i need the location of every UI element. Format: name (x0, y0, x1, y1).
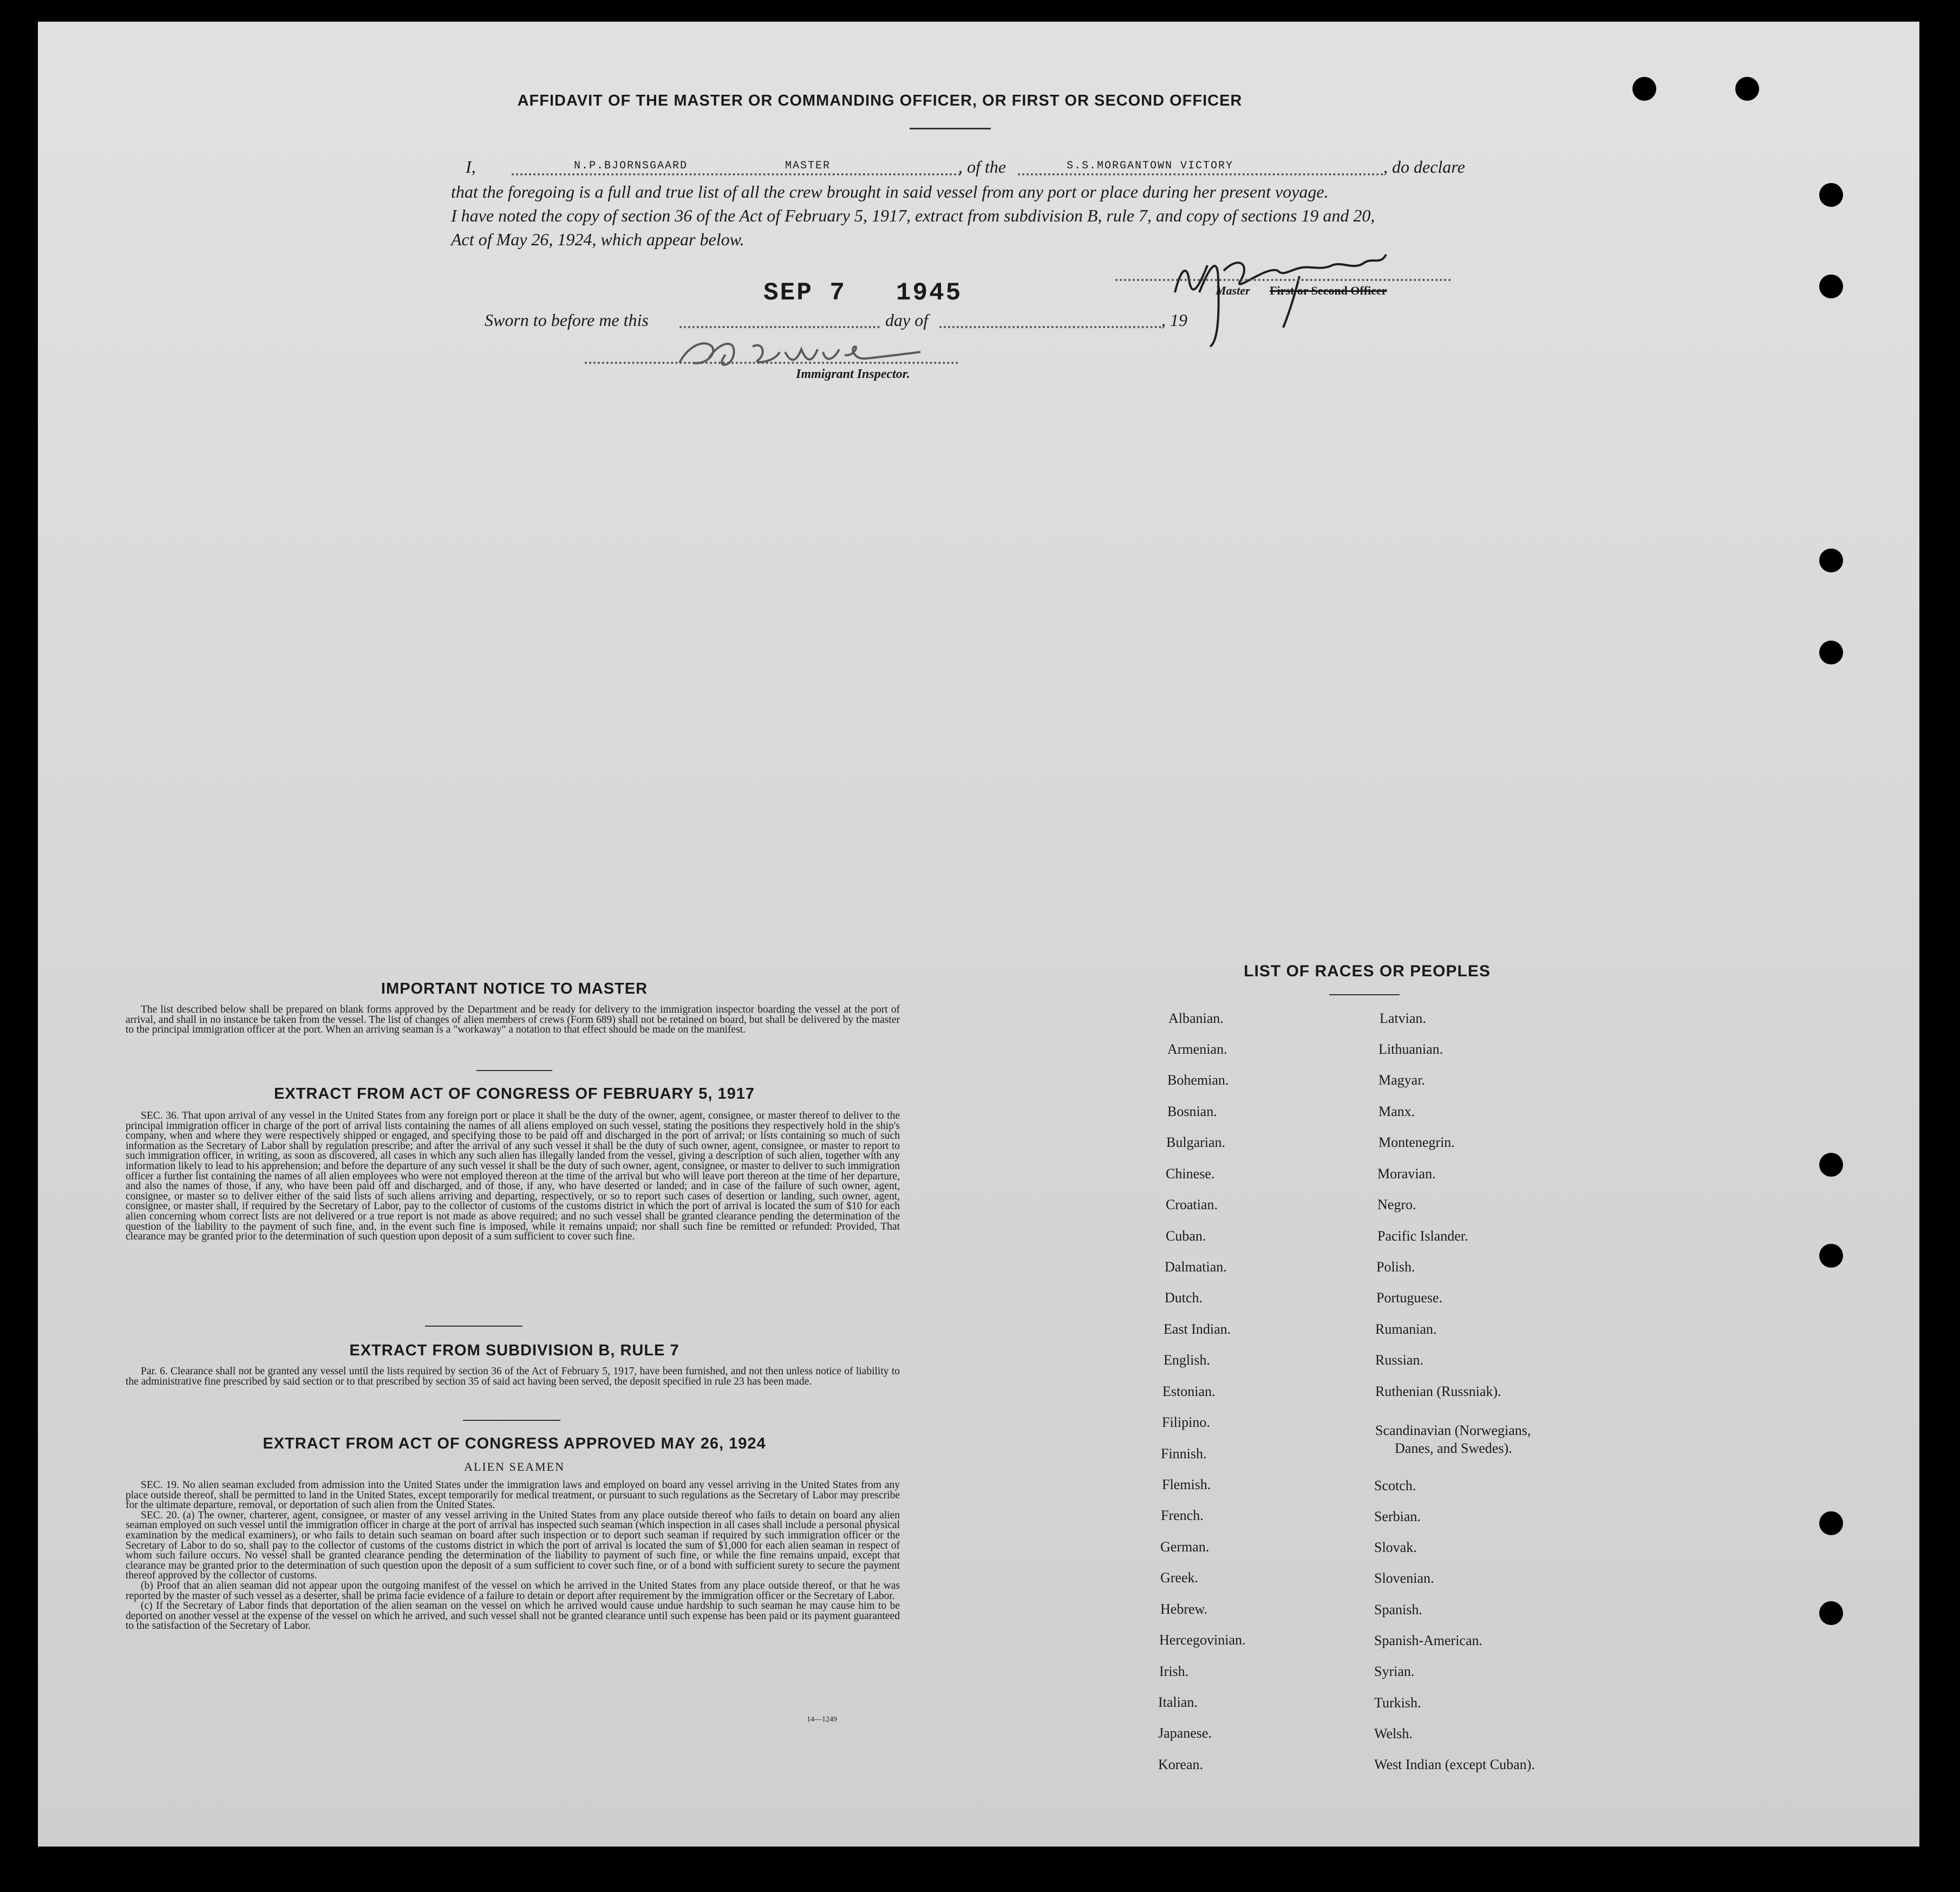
master-signature-line (1115, 279, 1451, 281)
race-item: Finnish. (1161, 1446, 1207, 1462)
vessel-line (1018, 173, 1383, 175)
sec-20b-paragraph: (b) Proof that an alien seaman did not appear upon the outgoing manifest of the vessel on which he arrived in the United States from any place outside thereof, or that he was reported by the master of such vessel as a deserter, shall be prima facie evidence of a failure to detain or deport after requirement by the immigration officer or the Secretary of Labor. (126, 1580, 900, 1602)
race-item: Scotch. (1374, 1478, 1416, 1493)
punch-hole (1735, 77, 1759, 101)
vessel-name: S.S.MORGANTOWN VICTORY (1067, 160, 1234, 172)
do-declare-text: , do declare (1383, 157, 1465, 177)
race-item: Russian. (1375, 1352, 1423, 1368)
race-item: Flemish. (1162, 1477, 1211, 1492)
race-item: Moravian. (1377, 1166, 1436, 1182)
race-item: Korean. (1158, 1757, 1204, 1772)
race-item: Montenegrin. (1378, 1134, 1455, 1150)
punch-hole (1819, 183, 1843, 207)
race-item: Japanese. (1158, 1725, 1212, 1741)
race-item: Hebrew. (1160, 1601, 1208, 1617)
extract-rule7-body (126, 1367, 900, 1387)
races-title: LIST OF RACES OR PEOPLES (1244, 962, 1491, 980)
race-item: French. (1161, 1508, 1204, 1523)
extract-1924-title: EXTRACT FROM ACT OF CONGRESS APPROVED MAY 26, 1924 (263, 1435, 766, 1452)
punch-hole (1819, 1244, 1843, 1268)
race-item: Pacific Islander. (1377, 1228, 1468, 1244)
affidavit-title: AFFIDAVIT OF THE MASTER OR COMMANDING OFFICER, OR FIRST OR SECOND OFFICER (517, 92, 1243, 109)
sec-20a-paragraph: SEC. 20. (a) The owner, charterer, agent, consignee, or master of any vessel arriving in the United States from any place outside thereof who fails to detain on board any alien seaman employed on such vessel until the immigration officer in charge at the port of arrival has inspected such seaman (which inspection in all cases shall include a personal physical examination by the medical examiners), or who fails to detain such seaman on board after such inspection or to deport such seaman if required by such immigration officer or the Secretary of Labor to do so, shall pay to the collector of customs of the customs district in which the port of arrival is located the sum of $1,000 for each alien seaman in respect of whom such failure occurs. No vessel shall be granted clearance pending the determination of the liability to payment of such fine, or while the fine remains unpaid, except that clearance may be granted prior to the determination of such question upon the deposit of a sum sufficient to cover such fine, or of a bond with sufficient surety to secure the payment thereof approved by the collector of customs. (126, 1509, 900, 1582)
affidavit-line-4: Act of May 26, 1924, which appear below. (451, 230, 744, 249)
affidavit-i: I, (466, 157, 476, 177)
race-item: Hercegovinian. (1159, 1632, 1246, 1648)
divider (425, 1326, 522, 1327)
inspector-line (585, 362, 958, 364)
punch-hole (1819, 275, 1843, 298)
race-item: English. (1164, 1352, 1210, 1368)
race-item: Negro. (1377, 1197, 1416, 1212)
sworn-text: Sworn to before me this (485, 310, 649, 330)
race-item: Syrian. (1374, 1663, 1415, 1679)
race-item: Ruthenian (Russniak). (1375, 1384, 1501, 1399)
race-item: Dutch. (1165, 1290, 1203, 1306)
race-item: Greek. (1160, 1570, 1199, 1586)
punch-hole (1819, 1511, 1843, 1535)
race-item: Cuban. (1166, 1228, 1206, 1244)
punch-hole (1819, 1153, 1843, 1177)
race-item: Irish. (1159, 1663, 1189, 1679)
sec-19-paragraph: SEC. 19. No alien seaman excluded from admission into the United States under the immigration laws and employed on board any vessel arriving in the United States from any place outside thereof, shall be permitted to land in the United States, except temporarily for medical treatment, or pursuant to such regulations as the Secretary of Labor may prescribe for the ultimate departure, removal, or deportation of such alien from the United States. (126, 1479, 900, 1511)
race-item: Scandinavian (Norwegians, (1375, 1423, 1531, 1438)
of-the-text: , of the (958, 157, 1006, 177)
race-item: Spanish. (1374, 1602, 1422, 1617)
race-item: Croatian. (1166, 1197, 1218, 1212)
extract-1917-body (126, 1111, 900, 1242)
divider (463, 1420, 560, 1421)
race-item: Albanian. (1168, 1010, 1224, 1026)
extract-1917-title: EXTRACT FROM ACT OF CONGRESS OF FEBRUARY 5, 1917 (273, 1085, 755, 1102)
race-item: Lithuanian. (1378, 1041, 1443, 1057)
sec-36-paragraph: SEC. 36. That upon arrival of any vessel in the United States from any foreign port or place it shall be the duty of the owner, agent, consignee, or master thereof to deliver to the principal immigration officer in charge of the port of arrival lists containing the names of all aliens employed on such vessel, stating the positions they respectively hold in the ship's company, when and where they were respectively shipped or engaged, and specifying those to be paid off and discharged in the port of arrival; or lists containing so much of such information as the Secretary of Labor shall by regulation prescribe; and after the arrival of any such vessel it shall be the duty of such owner, agent, consignee, or master to report to such immigration officer, in writing, as soon as discovered, all cases in which any such alien has illegally landed from the vessel, giving a description of such alien, together with any information likely to lead to his apprehension; and before the departure of any such vessel it shall be the duty of such owner, agent, consignee, or master to deliver to such immigration officer a further list containing the names of all alien employees who were not employed thereon at the time of the arrival but who will leave port thereon at the time of her departure, and also the names of those, if any, who have been paid off and discharged, and of those, if any, who have deserted or landed; and in case of the failure of such owner, agent, consignee, or master so to deliver either of the said lists of such aliens arriving and departing, respectively, or so to report such cases of desertion or landing, such owner, agent, consignee, or master shall, if required by the Secretary of Labor, pay to the collector of customs of the customs district in which the port of arrival is located the sum of $10 for each alien concerning whom correct lists are not delivered or a true report is not made as above required; and no such vessel shall be granted clearance pending the determination of the question of the liability to the payment of such fine, and, in the event such fine is imposed, while it remains unpaid; nor shall such fine be remitted or refunded: Provided, That clearance may be granted prior to the determination of such question upon deposit of a sum sufficient to cover such fine. (126, 1110, 900, 1243)
race-item: Italian. (1158, 1694, 1198, 1710)
race-item: Filipino. (1162, 1414, 1210, 1430)
race-item: Danes, and Swedes). (1395, 1440, 1512, 1456)
race-item: Portuguese. (1376, 1290, 1443, 1306)
race-item: Bohemian. (1167, 1072, 1229, 1088)
title-underline (1329, 994, 1400, 995)
notice-paragraph: The list described below shall be prepared on blank forms approved by the Department and be ready for delivery to the immigration inspector boarding the vessel at the port of arrival, and shall in no instance be taken from the vessel. The list of changes of alien members of crews (Form 689) shall not be retained on board, but shall be delivered by the master to the principal immigration officer at the port. When an arriving seaman is a "workaway" a notation to that effect should be made on the manifest. (126, 1004, 900, 1036)
date-stamp: SEP 7 1945 (763, 279, 963, 307)
race-item: German. (1160, 1539, 1210, 1555)
race-item: Welsh. (1374, 1726, 1413, 1741)
race-item: Chinese. (1166, 1166, 1215, 1182)
affidavit-line-3: I have noted the copy of section 36 of the Act of February 5, 1917, extract from subdivision B, rule 7, and copy of sections 19 and 20, (451, 206, 1375, 225)
punch-hole (1632, 77, 1656, 101)
punch-hole (1819, 1601, 1843, 1625)
race-item: Polish. (1376, 1259, 1415, 1275)
alien-seamen-subtitle: ALIEN SEAMEN (464, 1460, 565, 1473)
race-item: Turkish. (1374, 1695, 1421, 1711)
year-prefix: , 19 (1161, 310, 1187, 330)
race-item: West Indian (except Cuban). (1374, 1757, 1535, 1772)
punch-hole (1819, 641, 1843, 664)
affidavit-line-2: that the foregoing is a full and true list of all the crew brought in said vessel from any port or place during her present voyage. (451, 182, 1329, 201)
master-name-line (512, 173, 961, 175)
race-item: Slovenian. (1374, 1570, 1434, 1586)
inspector-caption: Immigrant Inspector. (796, 367, 910, 381)
form-number: 14—1249 (807, 1715, 837, 1724)
race-item: Spanish-American. (1374, 1633, 1483, 1648)
divider (476, 1070, 552, 1071)
notice-title: IMPORTANT NOTICE TO MASTER (381, 980, 648, 997)
race-item: East Indian. (1164, 1321, 1231, 1337)
notice-body (126, 1005, 900, 1035)
race-item: Bulgarian. (1166, 1134, 1226, 1150)
race-item: Slovak. (1374, 1539, 1417, 1555)
race-item: Latvian. (1380, 1010, 1426, 1026)
sec-20c-paragraph: (c) If the Secretary of Labor finds that deportation of the alien seaman on the vessel on which he arrived would cause undue hardship to such seaman he may cause him to be deported on another vessel at the expense of the vessel on which he arrived, and such vessel shall not be granted clearance until such expense has been paid or its payment guaranteed to the satisfaction of the Secretary of Labor. (126, 1600, 900, 1632)
race-item: Bosnian. (1167, 1104, 1217, 1119)
sworn-month-line (939, 326, 1161, 328)
extract-rule7-title: EXTRACT FROM SUBDIVISION B, RULE 7 (349, 1342, 680, 1359)
signer-caption-master: Master (1216, 284, 1250, 297)
master-rank: MASTER (785, 160, 831, 172)
race-item: Serbian. (1374, 1509, 1421, 1524)
race-item: Magyar. (1378, 1072, 1425, 1088)
race-item: Dalmatian. (1165, 1259, 1227, 1275)
par-6-paragraph: Par. 6. Clearance shall not be granted any vessel until the lists required by section 36 of the Act of February 5, 1917, have been furnished, and not then unless notice of liability to the administrative fine prescribed by said section or to that prescribed by section 35 of said act having been served, the deposit specified in rule 23 has been made. (126, 1366, 900, 1387)
master-name: N.P.BJORNSGAARD (574, 160, 688, 172)
race-item: Estonian. (1162, 1384, 1216, 1399)
title-underline (910, 128, 991, 129)
race-item: Rumanian. (1375, 1321, 1437, 1337)
day-of-text: day of (885, 310, 929, 330)
extract-1924-body (126, 1480, 900, 1632)
race-item: Armenian. (1167, 1041, 1227, 1057)
race-item: Manx. (1378, 1104, 1415, 1119)
punch-hole (1819, 549, 1843, 572)
signer-caption-struck: First or Second Officer (1270, 284, 1387, 297)
